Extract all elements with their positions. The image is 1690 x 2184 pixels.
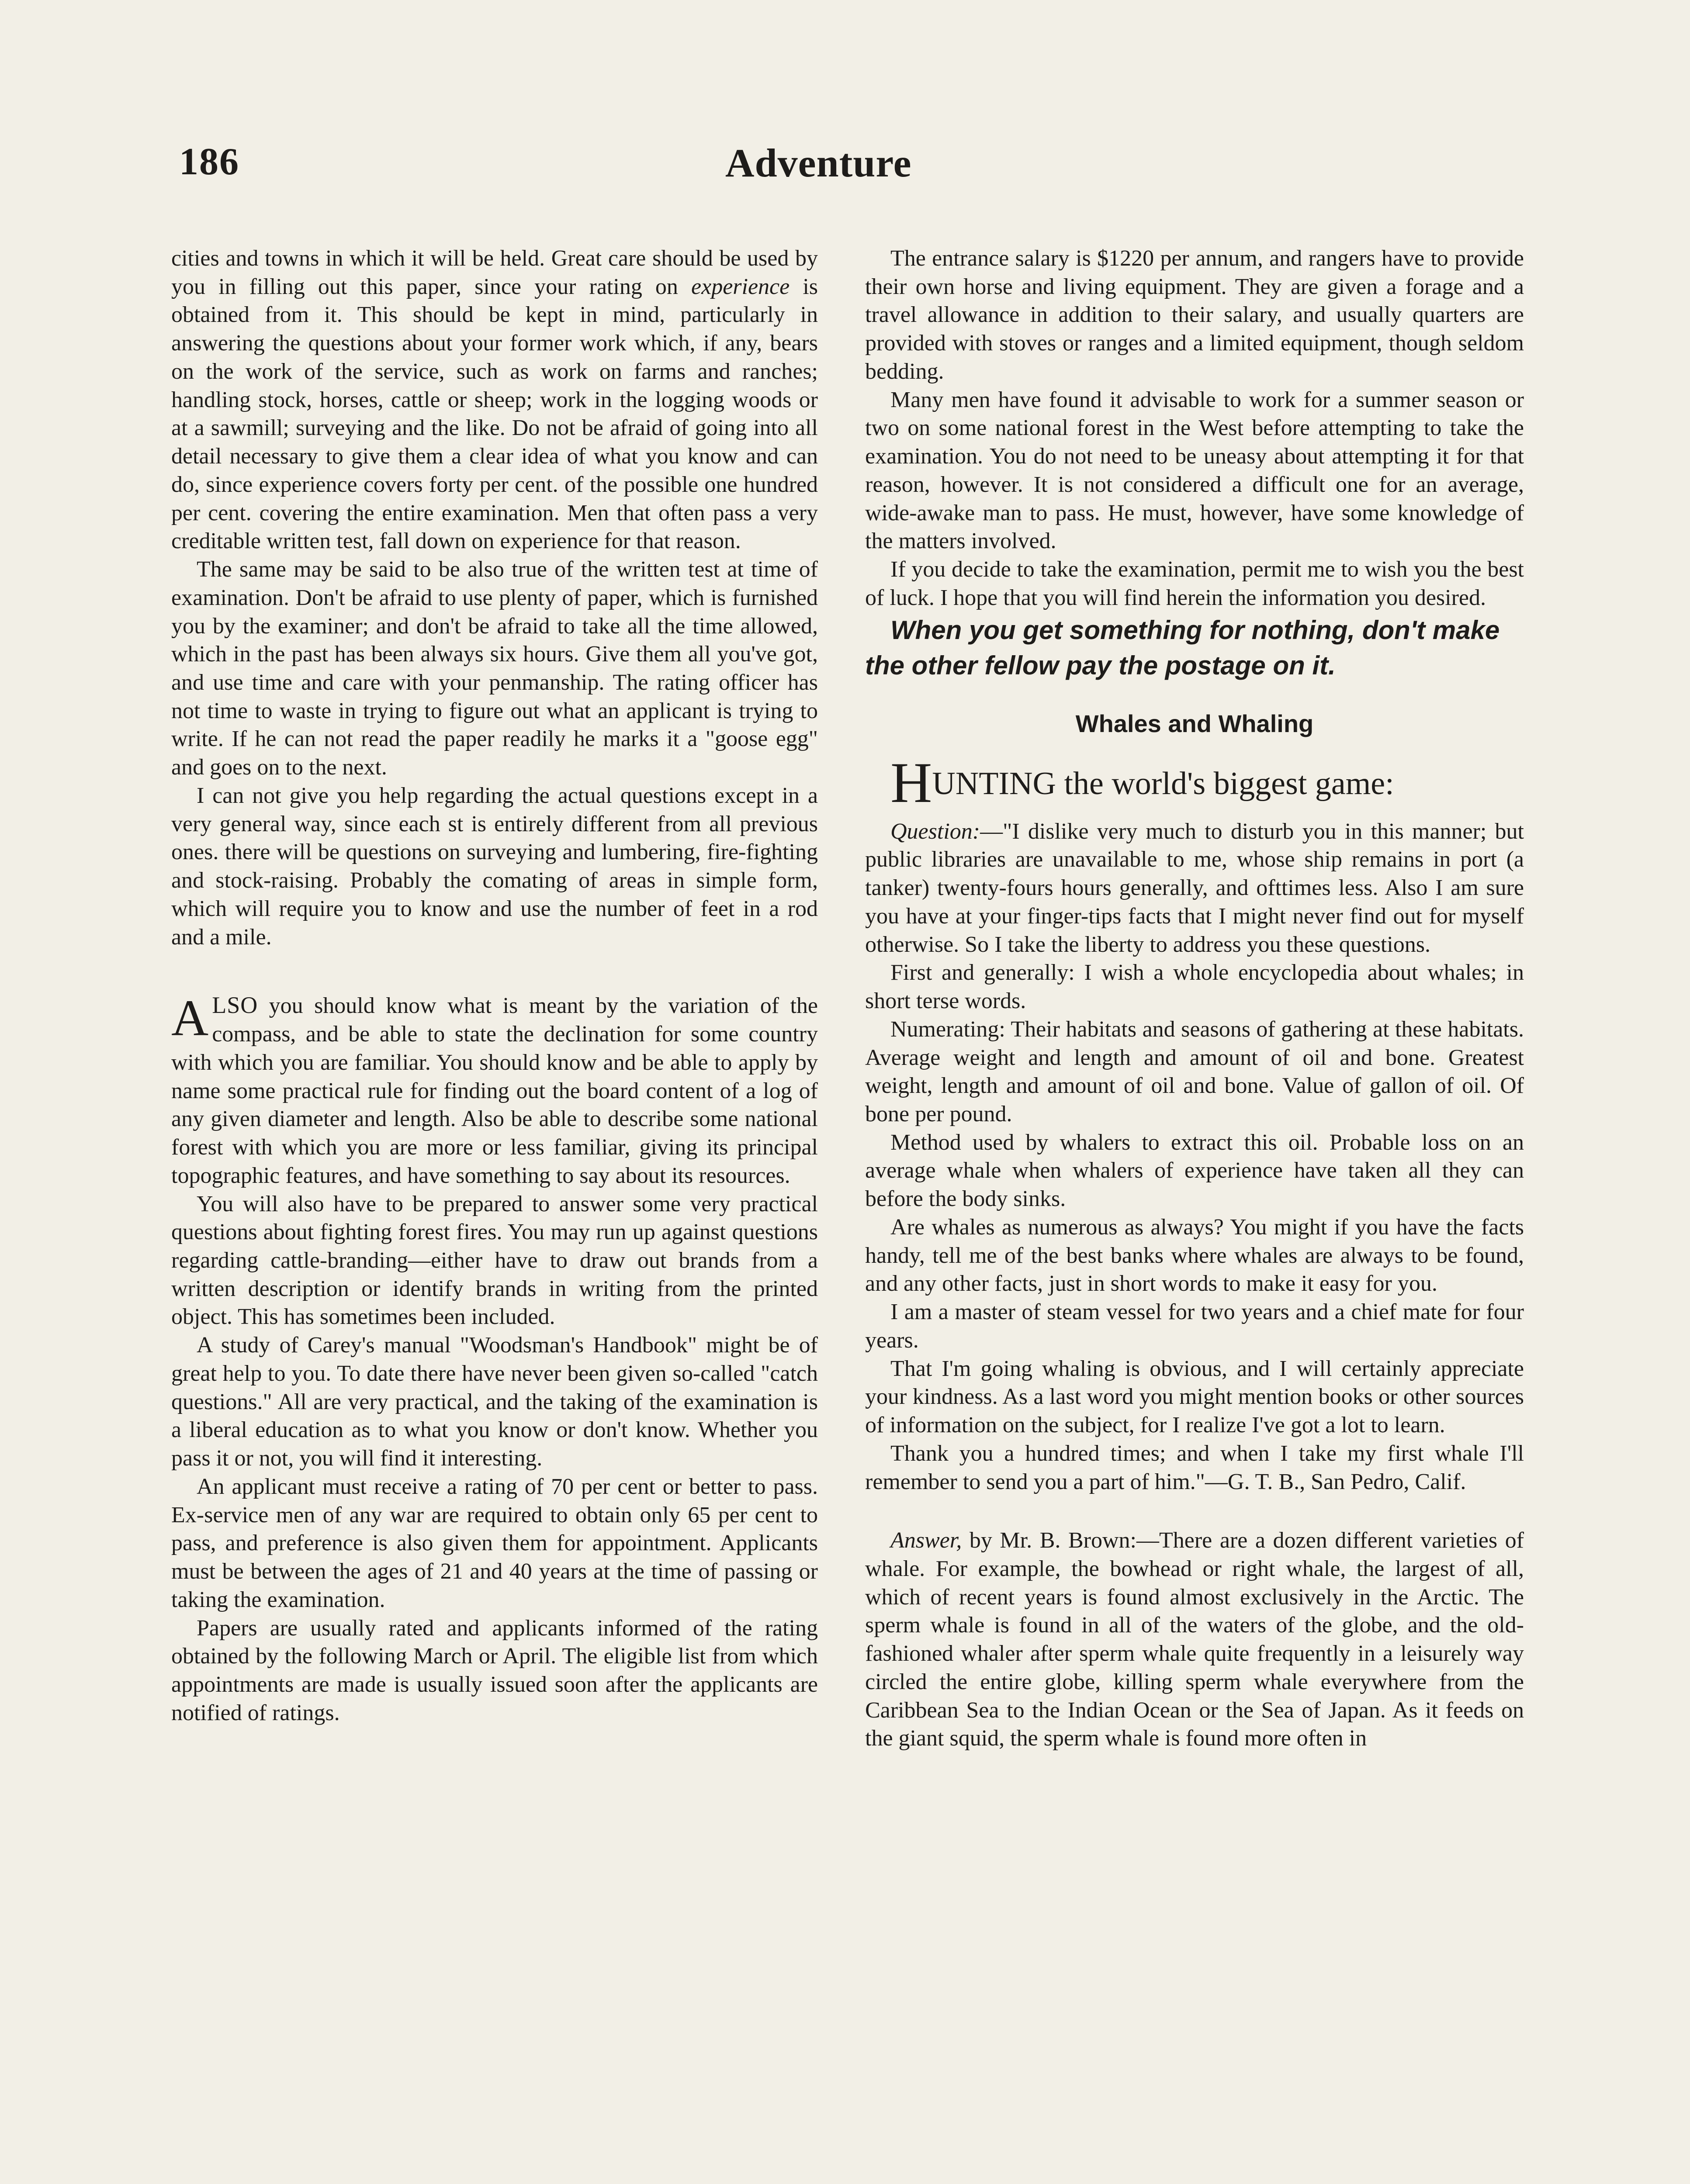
- paragraph: The entrance salary is $1220 per annum, and rangers have to provide their own horse and living equipment. They are given a forage and a travel allowance in addition to their salary, and usually quarters are provided with stoves or ranges and a limited equipment, though seldom bedding.: [865, 246, 1524, 384]
- paragraph: The same may be said to be also true of the written test at time of examination. Don't be afraid to use plenty of paper, which is furnished you by the examiner; and don't be afraid to take all the time allowed, which in the past has been always six hours. Give them all you've got, and use time and care with your penmanship. The rating officer has not time to waste in trying to figure out what an applicant is trying to write. If he can not read the paper readily he marks it a "goose egg" and goes on to the next.: [171, 557, 818, 780]
- running-head-title: Adventure: [725, 141, 912, 185]
- question-label: Question:: [890, 819, 980, 844]
- paragraph: cities and towns in which it will be held. Great care should be used by you in filling out this paper, since your rating on experience is obtained from it. This should be kept in mind, particularly in answering the questions about your former work which, if any, bears on the work of the service, such as work on farms and ranches; handling stock, horses, cattle or sheep; work in the logging woods or at a sawmill; surveying and the like. Do not be afraid of going into all detail necessary to give them a clear idea of what you know and can do, since experience covers forty per cent. of the possible one hundred per cent. covering the entire examination. Men that often pass a very creditable written test, fall down on experience for that reason.: [171, 246, 818, 554]
- paragraph: An applicant must receive a rating of 70 per cent or better to pass. Ex-service men of any war are required to obtain only 65 per cent to pass, and preference is also given them for appointment. Applicants must be between the ages of 21 and 40 years at the time of passing or taking the examination.: [171, 1474, 818, 1612]
- motto: When you get something for nothing, don't make the other fellow pay the postage on it.: [865, 615, 1500, 680]
- paragraph: Numerating: Their habitats and seasons of gathering at these habitats. Average weight and length and amount of oil and bone. Greatest weight, length and amount of oil and bone. Value of gallon of oil. Of bone per pound.: [865, 1016, 1524, 1127]
- drop-cap: H: [890, 750, 932, 815]
- paragraph: I am a master of steam vessel for two years and a chief mate for four years.: [865, 1299, 1524, 1353]
- answer-label: Answer,: [890, 1528, 962, 1553]
- paragraph: Are whales as numerous as always? You might if you have the facts handy, tell me of the best banks where whales are always to be found, and any other facts, just in short words to make it easy for you.: [865, 1214, 1524, 1296]
- paragraph: Method used by whalers to extract this oil. Probable loss on an average whale when whalers of experience have taken all they can before the body sinks.: [865, 1130, 1524, 1212]
- paragraph: ALSO you should know what is meant by the variation of the compass, and be able to state the declination for some country with which you are familiar. You should know and be able to apply by name some practical rule for finding out the board content of a log of any given diameter and length. Also be able to describe some national forest with which you are more or less familiar, giving its principal topographic features, and have something to say about its resources.: [171, 989, 818, 1188]
- paragraph: A study of Carey's manual "Woodsman's Handbook" might be of great help to you. To date there have never been given so-called "catch questions." All are very practical, and the taking of the examination is a liberal education as to what you know or don't know. Whether you pass it or not, you will find it interesting.: [171, 1333, 818, 1471]
- question-paragraph: Question:—"I dislike very much to disturb you in this manner; but public libraries are unavailable to me, whose ship remains in port (a tanker) twenty-fours hours generally, and ofttimes less. Also I am sure you have at your finger-tips facts that I might never find out for myself otherwise. So I take the liberty to address you these questions.: [865, 819, 1524, 957]
- paragraph: Thank you a hundred times; and when I take my first whale I'll remember to send you a part of him."—G. T. B., San Pedro, Calif.: [865, 1441, 1524, 1494]
- paragraph: I can not give you help regarding the actual questions except in a very general way, since each st is entirely different from all previous ones. there will be questions on surveying and lumbering, fire-fighting and stock-raising. Probably the comating of areas in simple form, which will require you to know and use the number of feet in a rod and a mile.: [171, 783, 818, 950]
- answer-paragraph: Answer, by Mr. B. Brown:—There are a dozen different varieties of whale. For example, the bowhead or right whale, the largest of all, which of recent years is found almost exclusively in the Arctic. The sperm whale is found in all of the waters of the globe, and the old-fashioned whaler after sperm whale quite frequently in a leisurely way circled the entire globe, killing sperm whale everywhere from the Caribbean Sea to the Indian Ocean or the Sea of Japan. As it feeds on the giant squid, the sperm whale is found more often in: [865, 1528, 1524, 1751]
- page-number: 186: [179, 141, 239, 183]
- paragraph: Many men have found it advisable to work for a summer season or two on some national forest in the West before attempting to take the examination. You do not need to be uneasy about attempting it for that reason, however. It is not considered a difficult one for an average, wide-awake man to pass. He must, however, have some knowledge of the matters involved.: [865, 387, 1524, 554]
- emphasis: experience: [691, 274, 790, 299]
- section-title: Whales and Whaling: [1075, 709, 1314, 737]
- right-column: [865, 245, 1524, 1753]
- section-lead: HUNTING the world's biggest game:: [890, 750, 1394, 815]
- drop-cap: A: [171, 989, 209, 1047]
- paragraph: If you decide to take the examination, permit me to wish you the best of luck. I hope that you will find herein the information you desired.: [865, 557, 1524, 610]
- paragraph: That I'm going whaling is obvious, and I will certainly appreciate your kindness. As a last word you might mention books or other sources of information on the subject, for I realize I've got a lot to learn.: [865, 1356, 1524, 1438]
- left-column: [171, 245, 818, 1727]
- paragraph: First and generally: I wish a whole encyclopedia about whales; in short terse words.: [865, 960, 1524, 1014]
- paragraph: Papers are usually rated and applicants informed of the rating obtained by the following March or April. The eligible list from which appointments are made is usually issued soon after the applicants are notified of ratings.: [171, 1615, 818, 1725]
- paragraph: You will also have to be prepared to answer some very practical questions about fighting forest fires. You may run up against questions regarding cattle-branding—either have to draw out brands from a written description or identify brands in writing from the printed object. This has sometimes been included.: [171, 1191, 818, 1330]
